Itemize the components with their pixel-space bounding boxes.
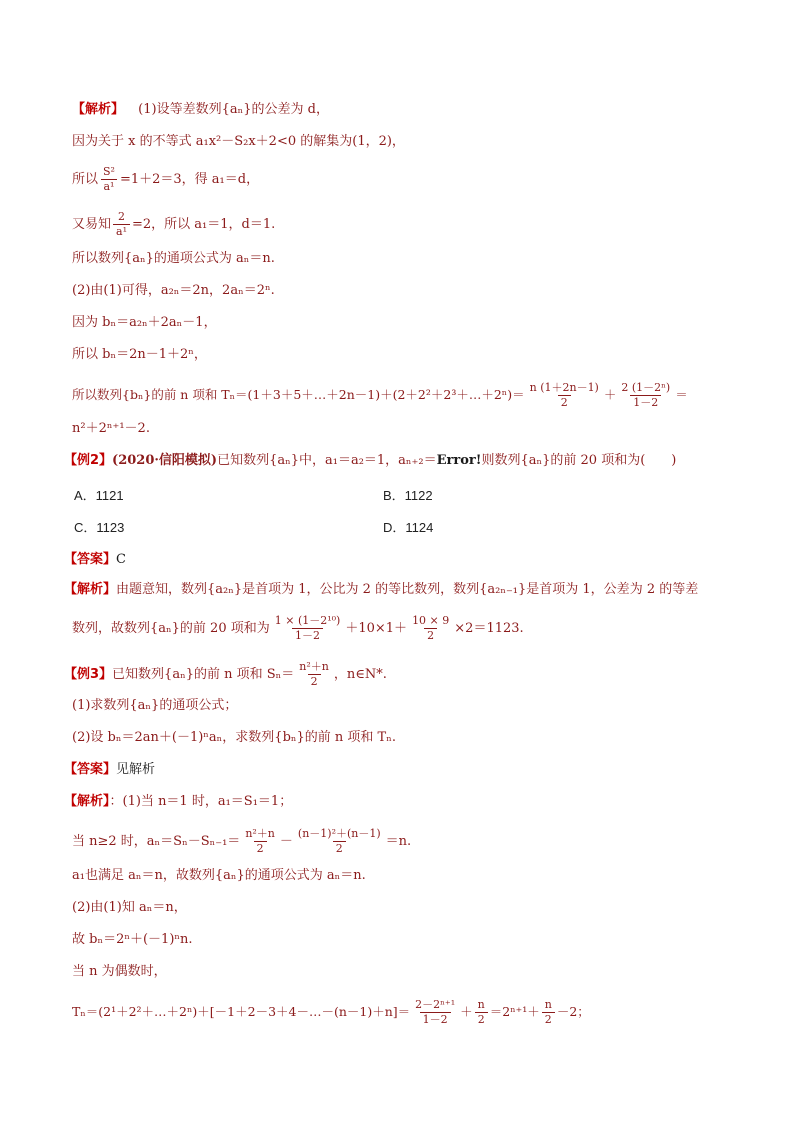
fraction: $\frac{\text{n²＋n}}{2}$ [299, 660, 329, 688]
text: ×2＝1123. [454, 621, 524, 636]
example3-solution-7 [72, 998, 590, 1027]
source-label: (2020·信阳模拟) [112, 453, 218, 468]
example3-question-2 [72, 728, 396, 748]
text: 所以数列{bₙ}的前 n 项和 Tₙ＝(1＋3＋5＋…＋2n－1)＋(2＋2²＋2³＋…＋2ⁿ)＝ [72, 387, 525, 402]
text: ＋10×1＋ [345, 621, 408, 636]
text: 数列，故数列{aₙ}的前 20 项和为 [72, 621, 270, 636]
text: ：(1)当 n＝1 时，a₁＝S₁＝1； [109, 794, 293, 809]
solution-line-1 [72, 100, 329, 120]
example2-stem [64, 451, 676, 471]
text: 所以 bₙ＝2n－1＋2ⁿ， [72, 347, 207, 362]
text: 故 bₙ＝2ⁿ＋(－1)ⁿn. [72, 932, 193, 947]
text: (2)设 bₙ＝2an＋(－1)ⁿaₙ，求数列{bₙ}的前 n 项和 Tₙ. [72, 730, 396, 745]
solution-line-2 [72, 132, 405, 152]
text: ，n∈N*. [333, 667, 387, 682]
fraction: $\frac{\text{2 (1－2ⁿ)}}{1-2}$ [621, 381, 671, 409]
example2-solution-2 [72, 614, 524, 643]
text: Tₙ＝(2¹＋2²＋…＋2ⁿ)＋[－1＋2－3＋4－…－(n－1)＋n]＝ [72, 1004, 411, 1019]
text: ＝n. [385, 834, 412, 849]
solution-line-4 [72, 210, 275, 239]
text: ＝ [675, 387, 688, 402]
fraction: $\frac{n}{2}$ [475, 998, 488, 1027]
answer-value: 见解析 [116, 762, 156, 777]
answer-value: C [116, 552, 126, 567]
text: 已知数列{aₙ}中，a₁＝a₂＝1，aₙ₊₂＝ [217, 453, 437, 468]
example-tag: 【例3】 [64, 667, 113, 682]
text: －2； [556, 1004, 590, 1019]
text: =2，所以 a₁＝1，d＝1. [131, 217, 276, 232]
text: 所以 [72, 172, 99, 187]
example3-question-1 [72, 696, 237, 716]
option-b: B．1122 [383, 488, 433, 503]
fraction: $\frac{\text{n²＋n}}{2}$ [245, 827, 275, 855]
text: ＝2ⁿ⁺¹＋ [489, 1004, 540, 1019]
example3-solution-2 [72, 827, 411, 856]
analysis-tag: 【解析】 [72, 102, 125, 117]
text: 当 n≥2 时，aₙ＝Sₙ－Sₙ₋₁＝ [72, 834, 241, 849]
example2-solution-1 [64, 580, 698, 600]
text: 已知数列{aₙ}的前 n 项和 Sₙ＝ [112, 667, 295, 682]
text: ＋ [603, 387, 617, 402]
example2-answer [64, 550, 126, 570]
fraction: $\frac{\text{1 × (1－2¹⁰)}}{1-2}$ [274, 614, 341, 642]
fraction: $\frac{\text{2－2ⁿ⁺¹}}{1-2}$ [415, 998, 456, 1026]
fraction: $\frac{2}{\text{a¹}}$ [113, 210, 130, 239]
text: 因为 bₙ＝a₂ₙ＋2aₙ－1， [72, 315, 217, 330]
solution-line-5 [72, 249, 275, 269]
example3-answer [64, 760, 155, 780]
option-d: D．1124 [383, 520, 434, 535]
text: (1)设等差数列{aₙ}的公差为 d， [138, 102, 329, 117]
solution-line-8 [72, 345, 207, 365]
option-c: C．1123 [74, 520, 125, 535]
text: (2)由(1)知 aₙ＝n， [72, 900, 187, 915]
text: 当 n 为偶数时， [72, 964, 167, 979]
example3-solution-1 [64, 792, 292, 812]
example3-stem [64, 660, 387, 689]
solution-line-9 [72, 381, 688, 410]
text: 又易知 [72, 217, 112, 232]
example3-solution-5 [72, 930, 193, 950]
fraction: $\frac{\text{S²}}{\text{a¹}}$ [100, 165, 118, 194]
fraction: $\frac{n}{2}$ [542, 998, 555, 1027]
text: ＋ [460, 1004, 473, 1019]
solution-line-10 [72, 419, 150, 439]
answer-tag: 【答案】 [64, 552, 117, 567]
text: 由题意知，数列{a₂ₙ}是首项为 1，公比为 2 的等比数列，数列{a₂ₙ₋₁}是首项为 1，公差为 2 的等差 [116, 582, 699, 597]
error-text: Error! [436, 453, 482, 468]
example3-solution-3 [72, 866, 366, 886]
text: 则数列{aₙ}的前 20 项和为( ) [481, 453, 677, 468]
text: 因为关于 x 的不等式 a₁x²－S₂x＋2<0 的解集为(1，2)， [72, 134, 405, 149]
text: (1)求数列{aₙ}的通项公式； [72, 698, 238, 713]
analysis-tag: 【解析】 [64, 794, 110, 809]
solution-line-3 [72, 165, 259, 194]
example3-solution-6 [72, 962, 167, 982]
fraction: $\frac{n (1+2n-1)}{2}$ [529, 381, 599, 409]
text: n²＋2ⁿ⁺¹－2. [72, 421, 150, 436]
option-a: A．1121 [74, 488, 124, 503]
example-tag: 【例2】 [64, 453, 113, 468]
example3-solution-4 [72, 898, 187, 918]
text: 所以数列{aₙ}的通项公式为 aₙ＝n. [72, 251, 275, 266]
answer-tag: 【答案】 [64, 762, 117, 777]
analysis-tag: 【解析】 [64, 582, 117, 597]
fraction: $\frac{\text{(n－1)²＋(n－1)}}{2}$ [297, 827, 381, 855]
fraction: $\frac{10 \times 9}{2}$ [412, 614, 450, 642]
text: (2)由(1)可得，a₂ₙ＝2n，2aₙ＝2ⁿ. [72, 283, 275, 298]
text: =1＋2＝3，得 a₁＝d， [119, 172, 260, 187]
solution-line-7 [72, 313, 217, 333]
text: － [279, 834, 293, 849]
solution-line-6 [72, 281, 275, 301]
text: a₁也满足 aₙ＝n，故数列{aₙ}的通项公式为 aₙ＝n. [72, 868, 366, 883]
